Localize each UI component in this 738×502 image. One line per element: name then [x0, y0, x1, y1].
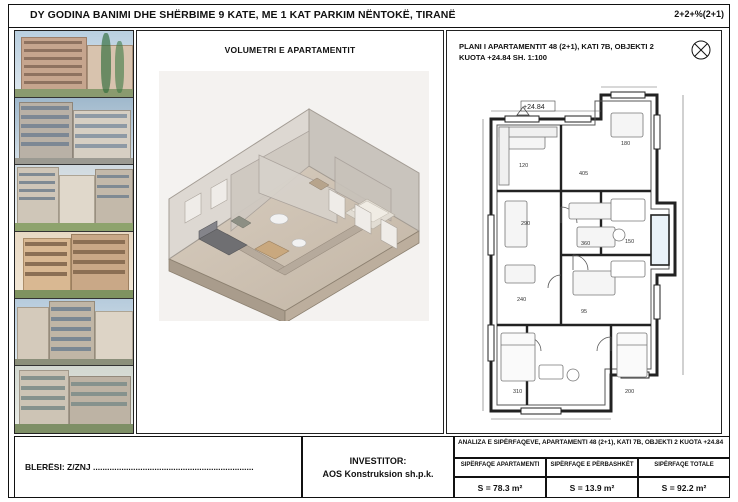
svg-text:310: 310 [513, 389, 523, 395]
svg-text:290: 290 [521, 221, 531, 227]
svg-text:95: 95 [581, 309, 588, 315]
svg-text:120: 120 [519, 163, 529, 169]
photo-facade-4 [15, 232, 133, 299]
area-value-apartment-text: S = 78.3 m² [477, 482, 523, 493]
area-header-apartment [454, 458, 546, 477]
svg-text:180: 180 [621, 141, 631, 147]
photo-facade-6 [15, 366, 133, 433]
page-title: DY GODINA BANIMI DHE SHËRBIME 9 KATE, ME 1 KAT PARKIM NËNTOKË, TIRANË [30, 9, 456, 21]
svg-text:150: 150 [625, 239, 635, 245]
area-header-total [638, 458, 730, 477]
analysis-title-cell [454, 436, 730, 458]
title-bar [8, 4, 730, 28]
area-value-common-text: S = 13.9 m² [569, 482, 615, 493]
svg-text:405: 405 [579, 171, 589, 177]
area-value-total-text: S = 92.2 m² [661, 482, 707, 493]
floorplan-heading-line1: PLANI I APARTAMENTIT 48 (2+1), KATI 7B, OBJEKTI 2 [459, 42, 654, 51]
floorplan-panel [446, 30, 722, 434]
floorplan-heading [459, 41, 654, 63]
photo-facade-1 [15, 31, 133, 98]
svg-text:240: 240 [517, 297, 527, 303]
area-value-apartment [454, 477, 546, 498]
investor-name: AOS Konstruksion sh.p.k. [322, 468, 434, 479]
area-value-total [638, 477, 730, 498]
svg-text:+24.84: +24.84 [523, 104, 545, 111]
photo-column [14, 30, 134, 434]
photo-facade-5 [15, 299, 133, 366]
north-arrow-icon [691, 40, 711, 60]
buyer-label: BLERËSI: Z/ZNJ .................................................................... [25, 462, 254, 472]
investor-cell [302, 436, 454, 498]
title-block [8, 436, 730, 498]
area-header-common [546, 458, 638, 477]
buyer-cell [14, 436, 302, 498]
area-header-common-label: SIPËRFAQE E PËRBASHKËT [550, 462, 634, 468]
title-code: 2+2+%(2+1) [674, 9, 724, 19]
volumetry-panel [136, 30, 444, 434]
svg-text:200: 200 [625, 389, 635, 395]
floorplan-heading-line2: KUOTA +24.84 SH. 1:100 [459, 53, 547, 62]
area-value-common [546, 477, 638, 498]
area-header-apartment-label: SIPËRFAQE APARTAMENTI [460, 462, 540, 468]
apartment-3d-render [159, 71, 429, 321]
investor-title: INVESTITOR: [349, 455, 407, 466]
svg-text:360: 360 [581, 241, 591, 247]
photo-facade-3 [15, 165, 133, 232]
photo-facade-2 [15, 98, 133, 165]
area-header-total-label: SIPËRFAQE TOTALE [654, 462, 714, 468]
volumetry-heading: VOLUMETRI E APARTAMENTIT [224, 45, 356, 55]
analysis-title: ANALIZA E SIPËRFAQEVE, APARTAMENTI 48 (2+1), KATI 7B, OBJEKTI 2 KUOTA +24.84 [458, 439, 724, 446]
floorplan-drawing [461, 75, 709, 425]
